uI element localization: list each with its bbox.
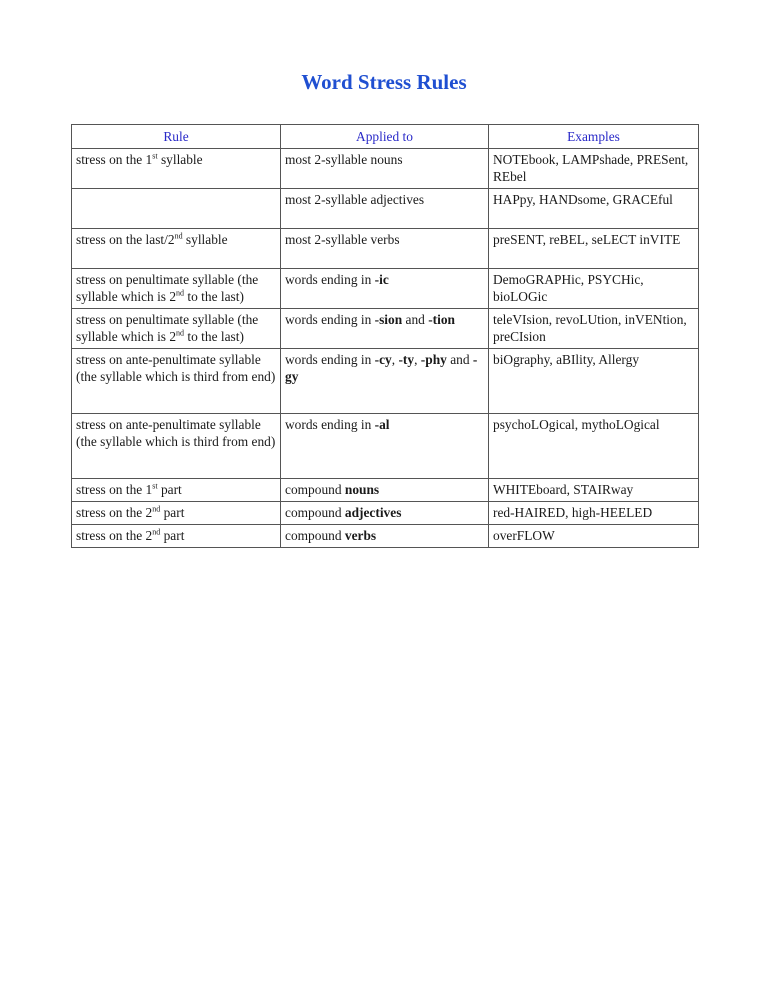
table-row (72, 349, 699, 414)
header-applied-to: Applied to (281, 125, 489, 149)
examples-cell: DemoGRAPHic, PSYCHic, bioLOGic (489, 269, 699, 309)
examples-cell: biOgraphy, aBIlity, Allergy (489, 349, 699, 414)
applied-cell: compound adjectives (281, 502, 489, 525)
examples-cell: overFLOW (489, 525, 699, 548)
header-rule: Rule (72, 125, 281, 149)
applied-cell: most 2-syllable adjectives (281, 189, 489, 229)
rule-cell: stress on the 1st part (72, 479, 281, 502)
examples-cell: preSENT, reBEL, seLECT inVITE (489, 229, 699, 269)
page-title: Word Stress Rules (301, 70, 467, 94)
applied-cell: compound verbs (281, 525, 489, 548)
applied-cell: words ending in -sion and -tion (281, 309, 489, 349)
rule-cell: stress on the 1st syllable (72, 149, 281, 189)
applied-cell: words ending in -cy, -ty, -phy and -gy (281, 349, 489, 414)
table-row (72, 229, 699, 269)
table-header-row (72, 125, 699, 149)
table-row (72, 269, 699, 309)
applied-cell: most 2-syllable nouns (281, 149, 489, 189)
rule-cell: stress on penultimate syllable (the syllable which is 2nd to the last) (72, 269, 281, 309)
rule-cell: stress on the 2nd part (72, 502, 281, 525)
examples-cell: NOTEbook, LAMPshade, PRESent, REbel (489, 149, 699, 189)
table-row (72, 479, 699, 502)
examples-cell: red-HAIRED, high-HEELED (489, 502, 699, 525)
word-stress-table (71, 124, 699, 548)
applied-cell: words ending in -al (281, 414, 489, 479)
table-row (72, 309, 699, 349)
examples-cell: HAPpy, HANDsome, GRACEful (489, 189, 699, 229)
rule-cell: stress on ante-penultimate syllable (the syllable which is third from end) (72, 349, 281, 414)
table-row (72, 525, 699, 548)
rule-cell (72, 189, 281, 229)
table-row (72, 414, 699, 479)
rule-cell: stress on the 2nd part (72, 525, 281, 548)
applied-cell: compound nouns (281, 479, 489, 502)
rule-cell: stress on ante-penultimate syllable (the syllable which is third from end) (72, 414, 281, 479)
examples-cell: psychoLOgical, mythoLOgical (489, 414, 699, 479)
header-examples: Examples (489, 125, 699, 149)
applied-cell: words ending in -ic (281, 269, 489, 309)
table-row (72, 189, 699, 229)
table-row (72, 149, 699, 189)
rule-cell: stress on penultimate syllable (the syllable which is 2nd to the last) (72, 309, 281, 349)
table-row (72, 502, 699, 525)
examples-cell: teleVIsion, revoLUtion, inVENtion, preCIsion (489, 309, 699, 349)
examples-cell: WHITEboard, STAIRway (489, 479, 699, 502)
rule-cell: stress on the last/2nd syllable (72, 229, 281, 269)
applied-cell: most 2-syllable verbs (281, 229, 489, 269)
